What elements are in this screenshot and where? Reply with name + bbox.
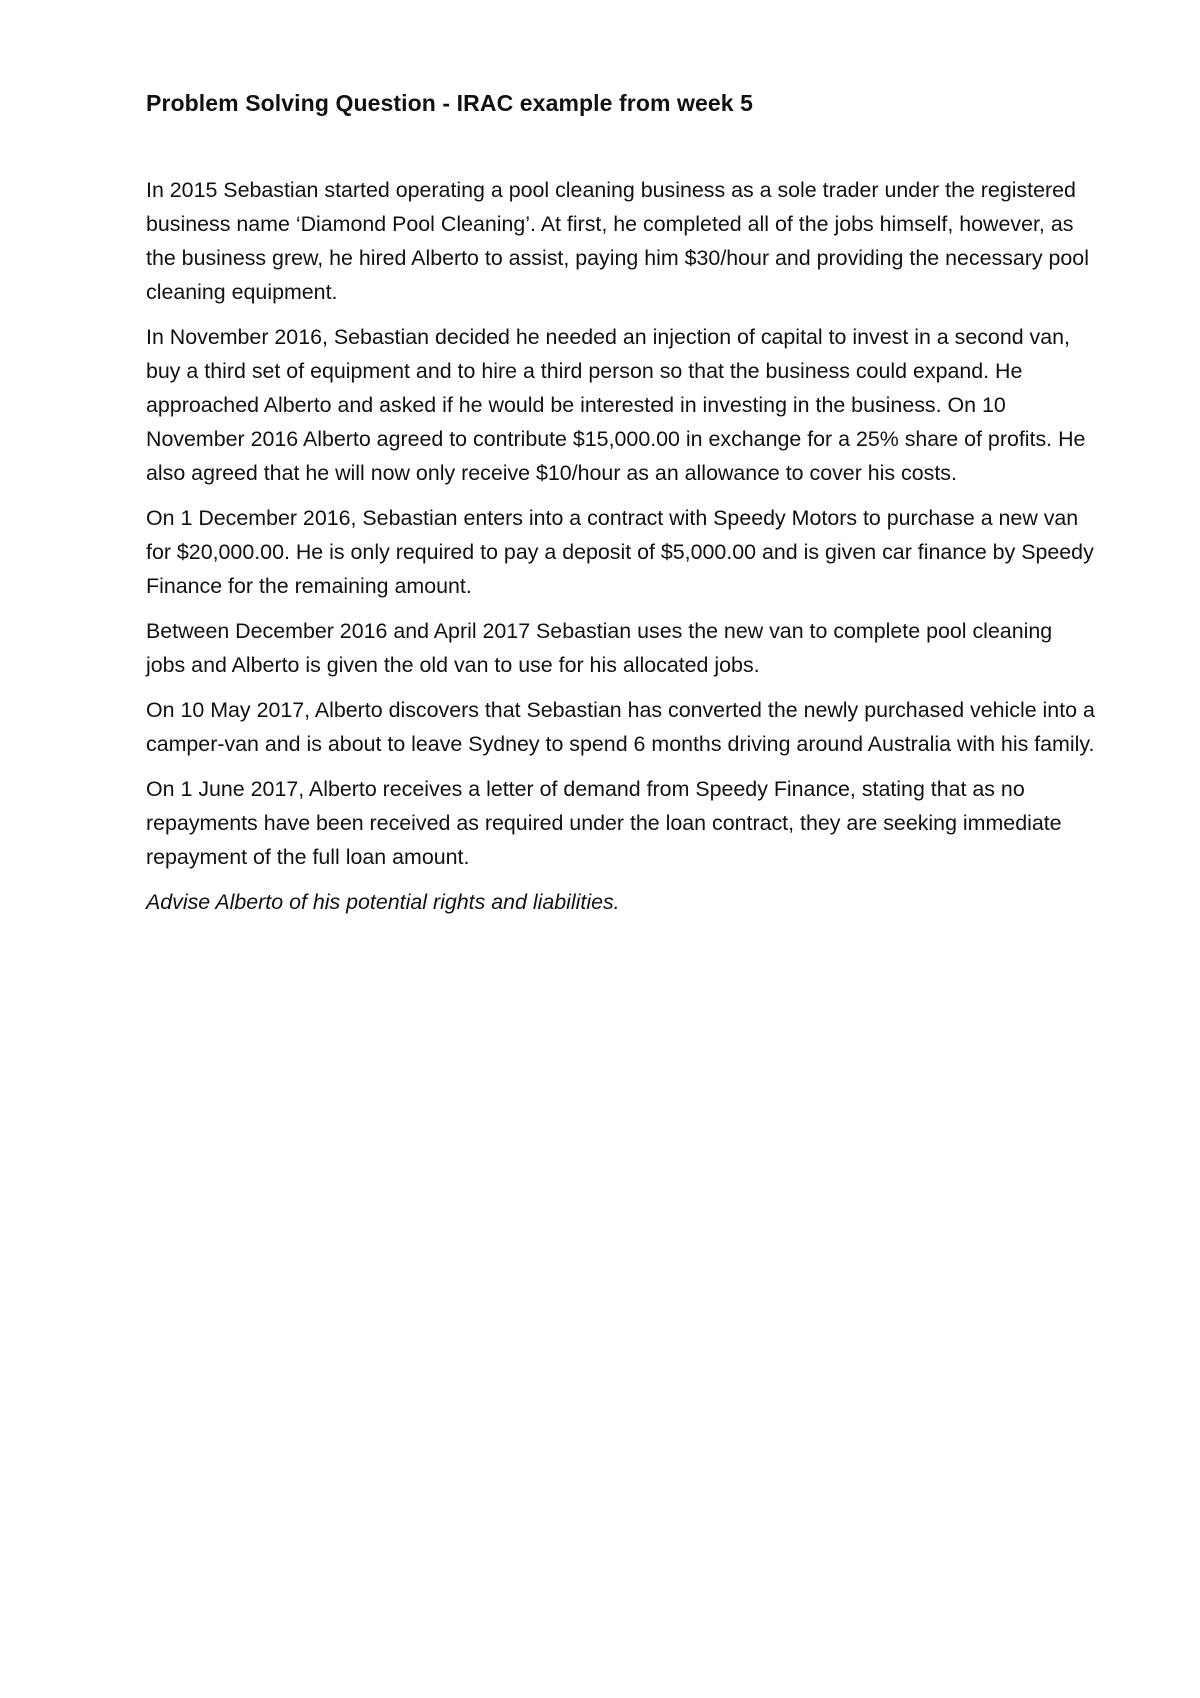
paragraph-capital-injection: In November 2016, Sebastian decided he needed an injection of capital to invest in a second van, buy a third set of equipment and to hire a third person so that the business could expand. He approached Alberto and asked if he would be interested in investing in the business. On 10 November 2016 Alberto agreed to contribute $15,000.00 in exchange for a 25% share of profits. He also agreed that he will now only receive $10/hour as an allowance to cover his costs. [146,325,1086,485]
paragraph-van-purchase: On 1 December 2016, Sebastian enters into a contract with Speedy Motors to purchase a new van for $20,000.00. He is only required to pay a deposit of $5,000.00 and is given car finance by Speedy Finance for the remaining amount. [146,506,1094,598]
question-prompt: Advise Alberto of his potential rights and liabilities. [146,890,620,914]
paragraph-business-background: In 2015 Sebastian started operating a pool cleaning business as a sole trader under the registered business name ‘Diamond Pool Cleaning’. At first, he completed all of the jobs himself, however, as the business grew, he hired Alberto to assist, paying him $30/hour and providing the necessary pool cleaning equipment. [146,178,1089,304]
paragraph-letter-of-demand: On 1 June 2017, Alberto receives a letter of demand from Speedy Finance, stating that as no repayments have been received as required under the loan contract, they are seeking immediate repayment of the full loan amount. [146,777,1062,869]
paragraph-camper-van: On 10 May 2017, Alberto discovers that Sebastian has converted the newly purchased vehicle into a camper-van and is about to leave Sydney to spend 6 months driving around Australia with his family. [146,698,1095,756]
paragraph-van-usage: Between December 2016 and April 2017 Sebastian uses the new van to complete pool cleaning jobs and Alberto is given the old van to use for his allocated jobs. [146,619,1053,677]
document-title: Problem Solving Question - IRAC example from week 5 [146,90,754,116]
